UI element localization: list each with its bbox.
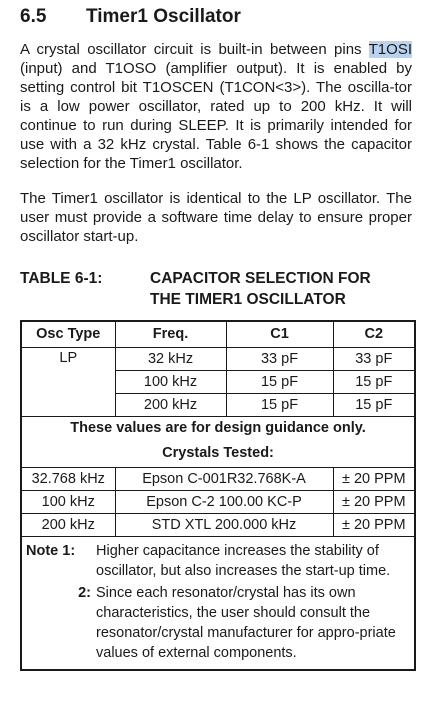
table-title-line2: THE TIMER1 OSCILLATOR xyxy=(150,291,346,308)
table-label: TABLE 6-1: xyxy=(20,270,103,287)
header-freq: Freq. xyxy=(115,321,226,348)
section-heading xyxy=(20,6,241,28)
c1-cell: 15 pF xyxy=(226,371,333,394)
freq-cell: 200 kHz xyxy=(115,394,226,417)
header-osc-type: Osc Type xyxy=(21,321,115,348)
c1-cell: 15 pF xyxy=(226,394,333,417)
note-1-label: Note 1: xyxy=(26,543,76,559)
c2-cell: 15 pF xyxy=(333,371,415,394)
note-2-label: 2: xyxy=(78,585,91,601)
crystal-freq: 200 kHz xyxy=(21,514,115,537)
crystal-part: Epson C-2 100.00 KC-P xyxy=(115,491,333,514)
notes-cell xyxy=(21,537,415,671)
crystal-tolerance: ± 20 PPM xyxy=(333,491,415,514)
paragraph-intro-start: A crystal oscillator circuit is built-in between pins xyxy=(20,41,369,58)
crystal-freq: 100 kHz xyxy=(21,491,115,514)
crystal-row xyxy=(21,491,415,514)
freq-cell: 100 kHz xyxy=(115,371,226,394)
note-2 xyxy=(26,583,414,663)
header-c1: C1 xyxy=(226,321,333,348)
paragraph-intro-rest: (input) and T1OSO (amplifier output). It is enabled by setting control bit T1OSCEN (T1CON<3>). The oscilla-tor is a low power oscillator, rated up to 200 kHz. It will continue to run during SLEEP. It is primarily intended for use with a 32 kHz crystal. Table 6-1 shows the capacitor selection for the Timer1 oscillator. xyxy=(20,60,412,172)
guidance-row xyxy=(21,417,415,440)
osc-type-cell: LP xyxy=(21,348,115,417)
crystal-row xyxy=(21,514,415,537)
notes-row xyxy=(21,537,415,671)
crystal-part: STD XTL 200.000 kHz xyxy=(115,514,333,537)
section-title: Timer1 Oscillator xyxy=(86,6,241,27)
crystal-freq: 32.768 kHz xyxy=(21,468,115,491)
crystal-tolerance: ± 20 PPM xyxy=(333,468,415,491)
capacitor-table xyxy=(20,320,416,671)
guidance-text: These values are for design guidance only. xyxy=(21,417,415,440)
c2-cell: 33 pF xyxy=(333,348,415,371)
crystal-tolerance: ± 20 PPM xyxy=(333,514,415,537)
crystals-heading: Crystals Tested: xyxy=(21,439,415,468)
note-2-text: Since each resonator/crystal has its own characteristics, the user should consult the resonator/crystal manufacturer for appro-priate values of external components. xyxy=(96,585,396,661)
highlighted-text: T1OSI xyxy=(368,41,412,58)
table-row xyxy=(21,348,415,371)
note-1 xyxy=(26,541,414,581)
c2-cell: 15 pF xyxy=(333,394,415,417)
crystal-row xyxy=(21,468,415,491)
freq-cell: 32 kHz xyxy=(115,348,226,371)
note-1-text: Higher capacitance increases the stability of oscillator, but also increases the start-up time. xyxy=(96,543,391,579)
table-title-line1: CAPACITOR SELECTION FOR xyxy=(150,270,371,287)
crystal-part: Epson C-001R32.768K-A xyxy=(115,468,333,491)
section-number: 6.5 xyxy=(20,6,47,27)
crystals-heading-row xyxy=(21,439,415,468)
header-c2: C2 xyxy=(333,321,415,348)
paragraph-intro xyxy=(20,40,412,173)
paragraph-lp-note: The Timer1 oscillator is identical to the LP oscillator. The user must provide a software time delay to ensure proper oscillator start-up. xyxy=(20,190,412,245)
c1-cell: 33 pF xyxy=(226,348,333,371)
table-header-row xyxy=(21,321,415,348)
